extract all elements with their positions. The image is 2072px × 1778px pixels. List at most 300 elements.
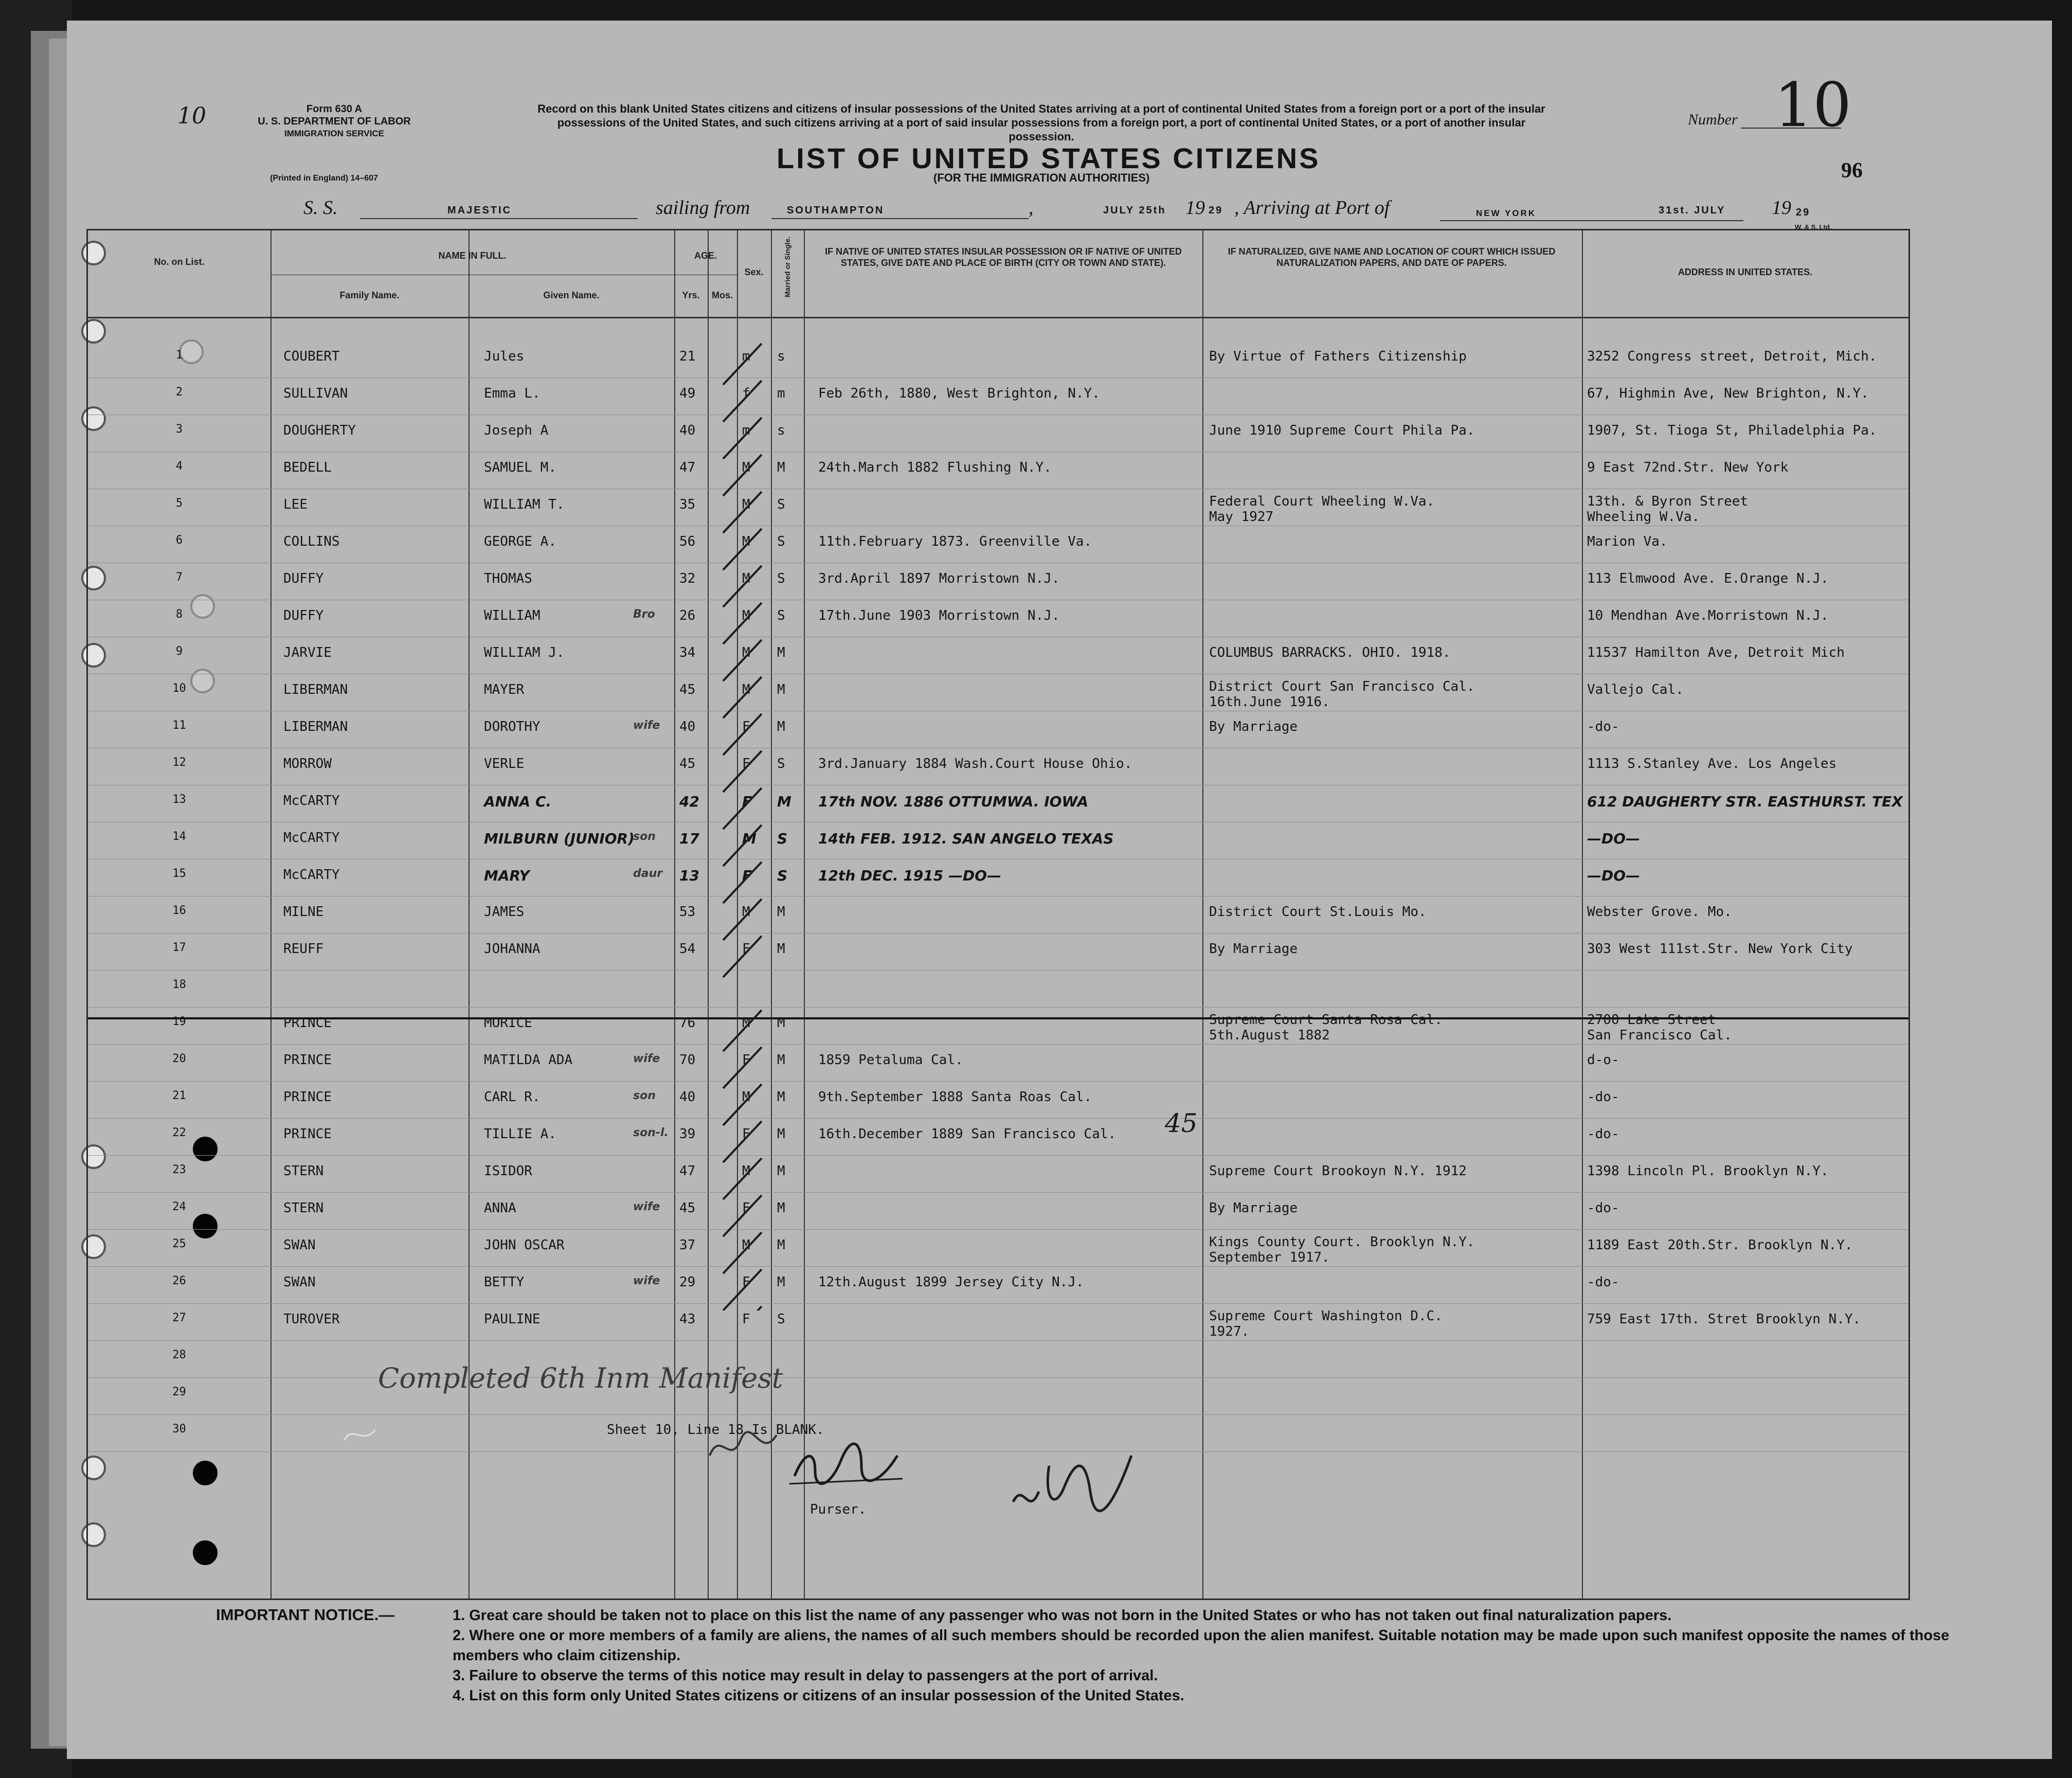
printer-mark: W. & S. Ltd. <box>1795 223 1832 231</box>
check-mark <box>723 899 762 940</box>
cell-birth: 24th.March 1882 Flushing N.Y. <box>818 460 1052 475</box>
cell-age: 37 <box>679 1237 696 1253</box>
cell-ms: M <box>777 645 785 660</box>
cell-nat: By Marriage <box>1209 1200 1298 1216</box>
cell-nat: Supreme Court Washington D.C. 1927. <box>1209 1308 1443 1339</box>
check-mark <box>723 714 762 755</box>
cell-age: 35 <box>679 497 696 512</box>
cell-addr: -do- <box>1587 1200 1619 1216</box>
cell-age: 70 <box>679 1052 696 1068</box>
cell-ms: S <box>777 497 785 512</box>
cell-age: 40 <box>679 719 696 734</box>
row-rule <box>88 1155 1908 1156</box>
col-sex-header: Sex. <box>744 267 764 277</box>
cell-no: 1 <box>175 349 183 362</box>
table-row <box>88 677 1908 714</box>
table-row <box>88 566 1908 603</box>
form-subtitle: (FOR THE IMMIGRATION AUTHORITIES) <box>933 171 1150 184</box>
table-row <box>88 529 1908 566</box>
col-name-header: NAME IN FULL. <box>438 250 507 261</box>
cell-no: 12 <box>172 756 186 769</box>
check-mark <box>723 1084 762 1125</box>
cell-no: 19 <box>172 1015 186 1028</box>
handwritten-note: Completed 6th Inm Manifest <box>378 1362 783 1394</box>
cell-family: PRINCE <box>283 1015 332 1031</box>
table-row <box>88 862 1908 899</box>
notice-item: 2. Where one or more members of a family are aliens, the names of all such members should be recorded upon the alien manifest. Suitable notation may be made upon such manifest opposite the names of those members who claim citizenship. <box>453 1627 1950 1664</box>
cell-addr: 612 DAUGHERTY STR. EASTHURST. TEX <box>1587 793 1903 810</box>
cell-age: 26 <box>679 608 696 623</box>
row-rule <box>88 970 1908 971</box>
cell-ms: S <box>777 1312 785 1327</box>
cell-ms: S <box>777 756 785 771</box>
cell-family: DOUGHERTY <box>283 423 356 438</box>
cell-given: WILLIAM J. <box>484 645 565 660</box>
check-mark <box>723 1158 762 1199</box>
table-row <box>88 418 1908 455</box>
cell-sex: F <box>742 719 750 734</box>
cell-sex: M <box>742 608 750 623</box>
cell-addr: 1113 S.Stanley Ave. Los Angeles <box>1587 756 1837 771</box>
inspector-signature <box>1008 1435 1142 1522</box>
cell-family: PRINCE <box>283 1089 332 1105</box>
cell-age: 13 <box>679 867 699 884</box>
initials-mark <box>705 1425 787 1471</box>
cell-family: DUFFY <box>283 571 324 586</box>
check-mark <box>723 936 762 977</box>
cell-no: 3 <box>175 423 183 436</box>
table-row <box>88 899 1908 936</box>
row-rule <box>88 1414 1908 1415</box>
cell-given: TILLIE A. <box>484 1126 556 1142</box>
table-row <box>88 455 1908 492</box>
form-title: LIST OF UNITED STATES CITIZENS <box>777 142 1321 174</box>
cell-age: 47 <box>679 460 696 475</box>
col-address-header: ADDRESS IN UNITED STATES. <box>1678 267 1813 277</box>
cell-birth: 17th NOV. 1886 OTTUMWA. IOWA <box>818 793 1089 810</box>
cell-given: SAMUEL M. <box>484 460 556 475</box>
cell-nat: District Court St.Louis Mo. <box>1209 904 1427 920</box>
cell-no: 25 <box>172 1237 186 1250</box>
cell-age: 45 <box>679 756 696 771</box>
table-row <box>88 1269 1908 1306</box>
cell-addr: -do- <box>1587 719 1619 734</box>
cell-age: 43 <box>679 1312 696 1327</box>
cell-addr: —DO— <box>1587 830 1641 847</box>
check-mark <box>723 381 762 422</box>
cell-birth: 1859 Petaluma Cal. <box>818 1052 963 1068</box>
cell-addr: 2700 Lake Street San Francisco Cal. <box>1587 1012 1732 1043</box>
cell-age: 29 <box>679 1274 696 1290</box>
cell-family: COUBERT <box>283 349 340 364</box>
important-notice <box>211 1606 1959 1706</box>
cell-no: 20 <box>172 1052 186 1065</box>
table-row <box>88 973 1908 1010</box>
row-rule <box>88 1451 1908 1452</box>
comma: , <box>1029 197 1034 219</box>
cell-no: 27 <box>172 1312 186 1324</box>
table-row <box>88 1084 1908 1121</box>
cell-sex: m <box>742 349 750 364</box>
cell-birth: 11th.February 1873. Greenville Va. <box>818 534 1092 549</box>
cell-birth: 17th.June 1903 Morristown N.J. <box>818 608 1060 623</box>
col-married-header: Married or Single. <box>783 236 791 298</box>
row-rule <box>88 1303 1908 1304</box>
purser-signature <box>784 1430 908 1497</box>
cell-family: McCARTY <box>283 867 340 883</box>
cell-birth: 14th FEB. 1912. SAN ANGELO TEXAS <box>818 830 1114 847</box>
row-rule <box>88 1118 1908 1119</box>
table-row <box>88 1306 1908 1343</box>
cell-birth: Feb 26th, 1880, West Brighton, N.Y. <box>818 386 1100 401</box>
check-mark <box>723 529 762 570</box>
cell-addr: Vallejo Cal. <box>1587 682 1684 697</box>
table-row <box>88 1232 1908 1269</box>
check-mark <box>723 862 762 903</box>
cell-birth: 16th.December 1889 San Francisco Cal. <box>818 1126 1116 1142</box>
cell-given: VERLE <box>484 756 525 771</box>
cell-age: 45 <box>679 1200 696 1216</box>
cell-nat: Kings County Court. Brooklyn N.Y. September 1917. <box>1209 1234 1475 1265</box>
cell-sex: M <box>742 497 750 512</box>
check-marks <box>713 308 774 1310</box>
cell-addr: -do- <box>1587 1089 1619 1105</box>
table-row <box>88 1343 1908 1380</box>
form-id: Form 630 A <box>306 103 363 115</box>
cell-family: STERN <box>283 1163 324 1179</box>
cell-family: MILNE <box>283 904 324 920</box>
cell-ms: M <box>777 904 785 920</box>
cell-no: 22 <box>172 1126 186 1139</box>
cell-sex: F <box>742 1312 750 1327</box>
cell-addr: 9 East 72nd.Str. New York <box>1587 460 1789 475</box>
cell-given: CARL R. <box>484 1089 540 1105</box>
cell-given: JOHANNA <box>484 941 540 957</box>
cell-ms: M <box>777 719 785 734</box>
col-native-header: IF NATIVE OF UNITED STATES INSULAR POSSESSION OR IF NATIVE OF UNITED STATES, GIVE DATE AND PLACE OF BIRTH (CITY OR TOWN AND STATE). <box>825 246 1182 268</box>
table-row <box>88 936 1908 973</box>
cell-sex: M <box>742 571 750 586</box>
cell-age: 40 <box>679 423 696 438</box>
cell-no: 29 <box>172 1386 186 1398</box>
table-row <box>88 492 1908 529</box>
cell-sex: F <box>742 1200 750 1216</box>
col-yrs-header: Yrs. <box>682 290 700 300</box>
table-row <box>88 381 1908 418</box>
cell-family: SWAN <box>283 1274 316 1290</box>
cell-nat: District Court San Francisco Cal. 16th.June 1916. <box>1209 679 1475 710</box>
cell-note: daur <box>633 867 663 880</box>
cell-no: 30 <box>172 1423 186 1435</box>
cell-note: son <box>633 830 656 843</box>
cell-age: 21 <box>679 349 696 364</box>
cell-no: 8 <box>175 608 183 621</box>
cell-given: GEORGE A. <box>484 534 556 549</box>
cell-birth: 12th.August 1899 Jersey City N.J. <box>818 1274 1084 1290</box>
cell-given: JOHN OSCAR <box>484 1237 565 1253</box>
cell-given: Jules <box>484 349 525 364</box>
pencil-mark <box>339 1420 381 1450</box>
row-rule <box>88 1192 1908 1193</box>
cell-ms: s <box>777 349 785 364</box>
check-mark <box>723 418 762 459</box>
check-mark <box>723 1269 762 1310</box>
table-row <box>88 344 1908 381</box>
corner-mark: 10 <box>177 103 206 129</box>
cell-ms: M <box>777 1052 785 1068</box>
cell-ms: S <box>777 534 785 549</box>
ship-underline <box>360 218 638 219</box>
cell-sex: M <box>742 1015 750 1031</box>
cell-ms: S <box>777 608 785 623</box>
cell-no: 26 <box>172 1274 186 1287</box>
check-mark <box>723 677 762 718</box>
cell-family: STERN <box>283 1200 324 1216</box>
check-mark <box>723 1195 762 1236</box>
row-rule <box>88 1044 1908 1045</box>
cell-birth: 12th DEC. 1915 —DO— <box>818 867 1002 884</box>
cell-note: Bro <box>633 608 655 621</box>
cell-no: 14 <box>172 830 186 843</box>
cell-given: Joseph A <box>484 423 549 438</box>
row-rule <box>88 1266 1908 1267</box>
cell-note: wife <box>633 1200 660 1213</box>
cell-no: 2 <box>175 386 183 399</box>
cell-given: BETTY <box>484 1274 525 1290</box>
notice-item: 4. List on this form only United States citizens or citizens of an insular possession of the United States. <box>453 1687 1184 1704</box>
table-row <box>88 1047 1908 1084</box>
cell-nat: Supreme Court Santa Rosa Cal. 5th.August 1882 <box>1209 1012 1443 1043</box>
number-value: 10 <box>1774 69 1852 140</box>
cell-addr: Marion Va. <box>1587 534 1668 549</box>
cell-given: ISIDOR <box>484 1163 532 1179</box>
table-row <box>88 1195 1908 1232</box>
cell-note: son <box>633 1089 656 1102</box>
cell-sex: M <box>742 1089 750 1105</box>
cell-birth: 3rd.January 1884 Wash.Court House Ohio. <box>818 756 1132 771</box>
cell-given: WILLIAM T. <box>484 497 565 512</box>
cell-no: 7 <box>175 571 183 584</box>
cell-age: 53 <box>679 904 696 920</box>
cell-nat: By Virtue of Fathers Citizenship <box>1209 349 1467 364</box>
cell-sex: F <box>742 793 752 810</box>
check-mark <box>723 492 762 533</box>
printed-note: (Printed in England) 14–607 <box>270 174 378 183</box>
check-mark <box>723 603 762 644</box>
check-mark <box>723 1306 762 1310</box>
cell-addr: 1398 Lincoln Pl. Brooklyn N.Y. <box>1587 1163 1829 1179</box>
cell-sex: M <box>742 460 750 475</box>
cell-given: MATILDA ADA <box>484 1052 573 1068</box>
cell-addr: 759 East 17th. Stret Brooklyn N.Y. <box>1587 1312 1861 1327</box>
table-row <box>88 788 1908 825</box>
cell-ms: M <box>777 682 785 697</box>
cell-ms: M <box>777 460 785 475</box>
purser-label: Purser. <box>810 1502 867 1517</box>
cell-family: DUFFY <box>283 608 324 623</box>
cell-sex: m <box>742 423 750 438</box>
arrival-port: NEW YORK <box>1476 208 1537 218</box>
cell-given: MILBURN (JUNIOR) <box>484 830 635 847</box>
cell-ms: M <box>777 1089 785 1105</box>
cell-sex: M <box>742 534 750 549</box>
notice-item: 3. Failure to observe the terms of this notice may result in delay to passengers at the port of arrival. <box>453 1667 1158 1684</box>
col-mos-header: Mos. <box>711 290 733 300</box>
col-naturalized-header: IF NATURALIZED, GIVE NAME AND LOCATION OF COURT WHICH ISSUED NATURALIZATION PAPERS, AND DATE OF PAPERS. <box>1228 246 1556 268</box>
ss-label: S. S. <box>303 197 338 219</box>
cell-age: 47 <box>679 1163 696 1179</box>
cell-addr: d-o- <box>1587 1052 1619 1068</box>
row-rule <box>88 1007 1908 1008</box>
cell-family: SULLIVAN <box>283 386 348 401</box>
cell-note: son-l. <box>633 1126 669 1139</box>
check-mark <box>723 344 762 385</box>
cell-ms: M <box>777 793 791 810</box>
cell-age: 39 <box>679 1126 696 1142</box>
arrival-date: 31st. JULY <box>1659 205 1726 216</box>
cell-ms: M <box>777 1163 785 1179</box>
table-row <box>88 751 1908 788</box>
cell-addr: -do- <box>1587 1274 1619 1290</box>
cell-note: wife <box>633 719 660 732</box>
number-label: Number <box>1688 111 1738 128</box>
cell-age: 40 <box>679 1089 696 1105</box>
col-age-header: AGE. <box>694 250 717 261</box>
cell-age: 42 <box>679 793 699 810</box>
cell-no: 6 <box>175 534 183 547</box>
cell-age: 34 <box>679 645 696 660</box>
departure-date: JULY 25th <box>1103 205 1166 216</box>
arriving-label: , Arriving at Port of <box>1234 197 1390 219</box>
cell-family: LIBERMAN <box>283 719 348 734</box>
cell-nat: By Marriage <box>1209 941 1298 957</box>
cell-family: REUFF <box>283 941 324 957</box>
form-service: IMMIGRATION SERVICE <box>284 129 384 138</box>
cell-family: McCARTY <box>283 793 340 809</box>
cell-age: 49 <box>679 386 696 401</box>
cell-no: 11 <box>172 719 186 732</box>
cell-addr: 67, Highmin Ave, New Brighton, N.Y. <box>1587 386 1869 401</box>
check-mark <box>723 1121 762 1162</box>
cell-no: 17 <box>172 941 186 954</box>
cell-ms: S <box>777 571 785 586</box>
cell-age: 56 <box>679 534 696 549</box>
cell-age: 45 <box>679 682 696 697</box>
cell-ms: S <box>777 867 788 884</box>
notice-title: IMPORTANT NOTICE.— <box>216 1606 395 1624</box>
cell-no: 10 <box>172 682 186 695</box>
cell-age: 17 <box>679 830 699 847</box>
cell-nat: COLUMBUS BARRACKS. OHIO. 1918. <box>1209 645 1451 660</box>
check-mark <box>723 825 762 866</box>
cell-sex: M <box>742 645 750 660</box>
ship-name: MAJESTIC <box>447 205 512 216</box>
cell-nat: June 1910 Supreme Court Phila Pa. <box>1209 423 1475 438</box>
cell-no: 4 <box>175 460 183 473</box>
dep-year-prefix: 19 <box>1185 197 1205 219</box>
cell-no: 18 <box>172 978 186 991</box>
form-instructions: Record on this blank United States citizens and citizens of insular possessions of the United States arriving at a port of continental United States from a foreign port or a port of the insular possessions of the United States, and such citizens arriving at a port of said insular possessions from a foreign port, a port of continental United States, or a port of another insular possession. <box>537 102 1545 143</box>
check-mark <box>723 751 762 792</box>
cell-family: PRINCE <box>283 1126 332 1142</box>
cell-addr: 303 West 111st.Str. New York City <box>1587 941 1853 957</box>
cell-family: LEE <box>283 497 308 512</box>
cell-birth: 9th.September 1888 Santa Roas Cal. <box>818 1089 1092 1105</box>
cell-sex: F <box>742 1274 750 1290</box>
cell-family: COLLINS <box>283 534 340 549</box>
row-rule <box>88 1081 1908 1082</box>
cell-addr: -do- <box>1587 1126 1619 1142</box>
cell-family: LIBERMAN <box>283 682 348 697</box>
cell-given: ANNA C. <box>484 793 552 810</box>
table-row <box>88 1158 1908 1195</box>
check-mark <box>723 1232 762 1273</box>
cell-no: 23 <box>172 1163 186 1176</box>
cell-given: MARY <box>484 867 530 884</box>
row-rule <box>88 1377 1908 1378</box>
cell-family: SWAN <box>283 1237 316 1253</box>
cell-given: PAULINE <box>484 1312 540 1327</box>
check-mark <box>723 566 762 607</box>
cell-ms: M <box>777 941 785 957</box>
cell-family: McCARTY <box>283 830 340 846</box>
cell-addr: 13th. & Byron Street Wheeling W.Va. <box>1587 494 1749 525</box>
cell-sex: F <box>742 1126 750 1142</box>
cell-no: 15 <box>172 867 186 880</box>
cell-addr: 11537 Hamilton Ave, Detroit Mich <box>1587 645 1845 660</box>
table-row <box>88 825 1908 862</box>
form-dept: U. S. DEPARTMENT OF LABOR <box>258 116 411 127</box>
cell-sex: M <box>742 904 750 920</box>
cell-sex: F <box>742 941 750 957</box>
cell-sex: F <box>742 1052 750 1068</box>
table-row <box>88 714 1908 751</box>
cell-addr: 3252 Congress street, Detroit, Mich. <box>1587 349 1877 364</box>
cell-nat: By Marriage <box>1209 719 1298 734</box>
check-mark <box>723 1010 762 1051</box>
cell-sex: F <box>742 867 752 884</box>
cell-given: THOMAS <box>484 571 532 586</box>
cell-family: TUROVER <box>283 1312 340 1327</box>
cell-age: 76 <box>679 1015 696 1031</box>
arrival-underline <box>1440 220 1743 221</box>
cell-given: Emma L. <box>484 386 540 401</box>
cell-addr: 1189 East 20th.Str. Brooklyn N.Y. <box>1587 1237 1853 1253</box>
table-row <box>88 1121 1908 1158</box>
cell-no: 21 <box>172 1089 186 1102</box>
cell-ms: s <box>777 423 785 438</box>
cell-given: MAYER <box>484 682 525 697</box>
cell-given: WILLIAM <box>484 608 540 623</box>
cell-ms: M <box>777 1015 785 1031</box>
table-row <box>88 1010 1908 1047</box>
cell-family: PRINCE <box>283 1052 332 1068</box>
cell-birth: 3rd.April 1897 Morristown N.J. <box>818 571 1060 586</box>
table-row <box>88 640 1908 677</box>
cell-age: 32 <box>679 571 696 586</box>
check-mark <box>723 640 762 681</box>
cell-ms: m <box>777 386 785 401</box>
table-row <box>88 603 1908 640</box>
check-mark <box>723 455 762 496</box>
arr-year-prefix: 19 <box>1772 197 1791 219</box>
header-rule <box>88 317 1908 318</box>
manifest-table <box>86 229 1910 1600</box>
cell-addr: Webster Grove. Mo. <box>1587 904 1732 920</box>
col-no-header: No. on List. <box>154 257 205 267</box>
cell-family: MORROW <box>283 756 332 771</box>
cell-sex: f <box>742 386 750 401</box>
